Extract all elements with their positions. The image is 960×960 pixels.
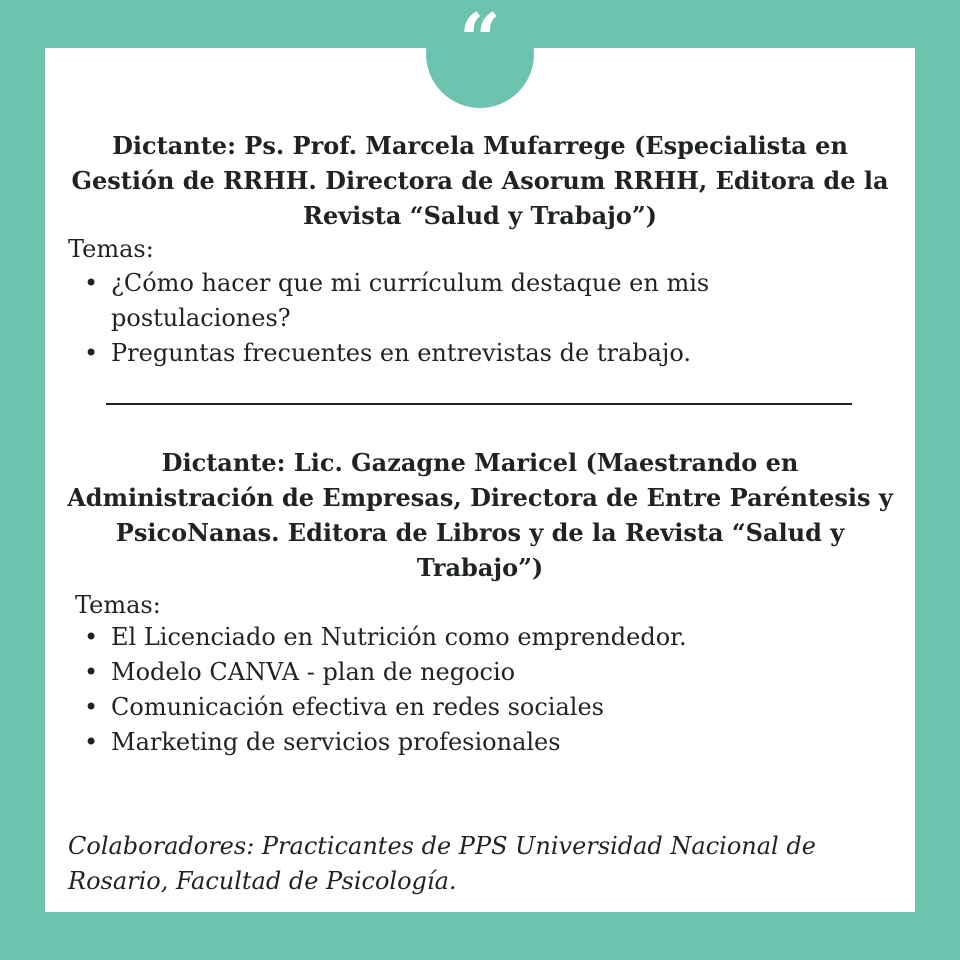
quote-badge bbox=[426, 0, 534, 108]
section1-topics-label: Temas: bbox=[68, 235, 154, 263]
topic-text: Marketing de servicios profesionales bbox=[111, 728, 561, 756]
list-item bbox=[68, 266, 728, 336]
collaborators-note: Colaboradores: Practicantes de PPS Universidad Nacional de Rosario, Facultad de Psicología. bbox=[68, 832, 816, 895]
topic-text: ¿Cómo hacer que mi currículum destaque en mis postulaciones? bbox=[111, 269, 710, 332]
list-item bbox=[68, 655, 828, 690]
list-item bbox=[68, 690, 828, 725]
section2-heading: Dictante: Lic. Gazagne Maricel (Maestrando en Administración de Empresas, Directora de Entre Paréntesis y PsicoNanas. Editora de Libros y de la Revista “Salud y Trabajo”) bbox=[67, 448, 893, 582]
quote-icon: “ bbox=[459, 0, 501, 82]
list-item bbox=[68, 620, 828, 655]
bullet-icon: • bbox=[84, 658, 99, 686]
section-divider bbox=[106, 403, 852, 405]
list-item bbox=[68, 336, 728, 371]
bullet-icon: • bbox=[84, 269, 99, 297]
topic-text: Modelo CANVA - plan de negocio bbox=[111, 658, 516, 686]
list-item bbox=[68, 725, 828, 760]
bullet-icon: • bbox=[84, 623, 99, 651]
topic-text: Comunicación efectiva en redes sociales bbox=[111, 693, 604, 721]
topic-text: Preguntas frecuentes en entrevistas de trabajo. bbox=[111, 339, 692, 367]
bullet-icon: • bbox=[84, 339, 99, 367]
section2-topics-label: Temas: bbox=[75, 591, 161, 619]
section1-heading: Dictante: Ps. Prof. Marcela Mufarrege (Especialista en Gestión de RRHH. Directora de Asorum RRHH, Editora de la Revista “Salud y Trabajo”) bbox=[71, 131, 889, 230]
topic-text: El Licenciado en Nutrición como emprendedor. bbox=[111, 623, 687, 651]
bullet-icon: • bbox=[84, 728, 99, 756]
section2-topics-list bbox=[68, 620, 828, 760]
section1-topics-list bbox=[68, 266, 728, 371]
bullet-icon: • bbox=[84, 693, 99, 721]
